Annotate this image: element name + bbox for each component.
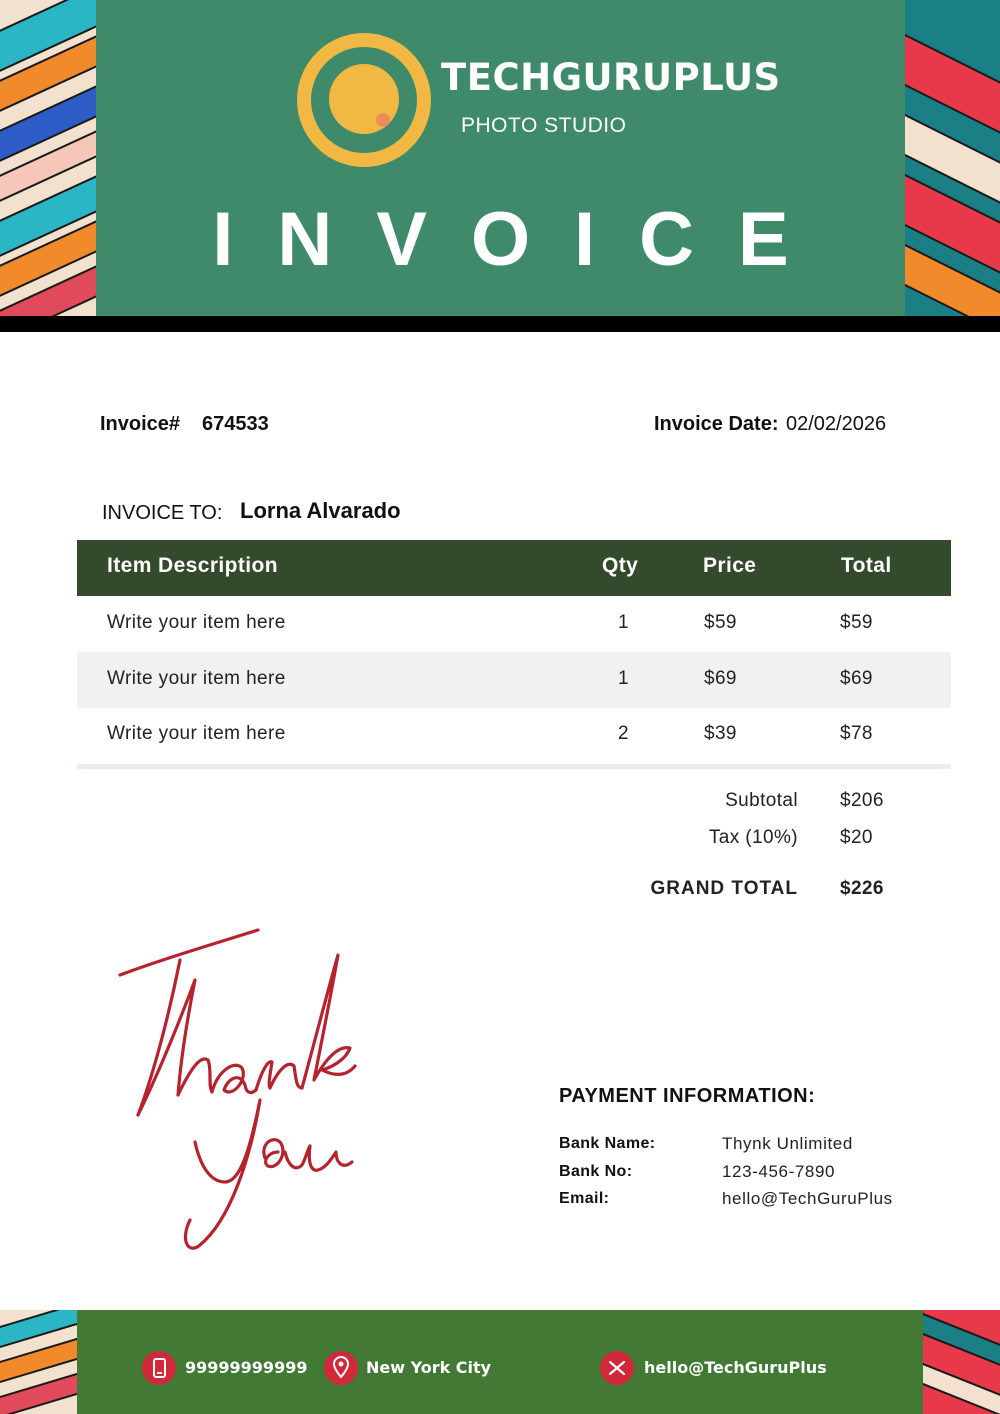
- footer-location: New York City: [366, 1358, 492, 1377]
- item-price: $39: [704, 723, 737, 744]
- invoice-to-name: Lorna Alvarado: [240, 498, 401, 523]
- footer-email[interactable]: hello@TechGuruPlus: [644, 1358, 827, 1377]
- lens-glint: [376, 113, 390, 127]
- item-total: $69: [840, 668, 873, 689]
- decorative-pattern-bottom-right: [923, 1310, 1000, 1414]
- table-row: [77, 652, 951, 708]
- footer-phone[interactable]: 99999999999: [185, 1358, 308, 1377]
- brand-name: TECHGURUPLUS: [441, 56, 781, 99]
- column-header-description: Item Description: [107, 554, 278, 577]
- thank-you-signature: [100, 920, 380, 1260]
- document-title: INVOICE: [212, 197, 833, 282]
- invoice-date: 02/02/2026: [786, 413, 887, 435]
- item-description: Write your item here: [107, 723, 286, 744]
- item-price: $69: [704, 668, 737, 689]
- item-qty: 2: [618, 723, 629, 744]
- column-header-total: Total: [841, 554, 892, 577]
- column-header-qty: Qty: [602, 554, 639, 577]
- subtotal-value: $206: [840, 790, 884, 811]
- decorative-pattern-top-right: [905, 0, 1000, 316]
- location-pin-icon: [324, 1351, 358, 1385]
- mail-icon: [600, 1351, 634, 1385]
- invoice-number-label: Invoice#: [100, 413, 181, 435]
- payment-information-title: PAYMENT INFORMATION:: [559, 1085, 816, 1107]
- brand-tagline: PHOTO STUDIO: [461, 114, 627, 137]
- decorative-pattern-top-left: [0, 0, 96, 316]
- bank-no-value: 123-456-7890: [722, 1162, 836, 1181]
- column-header-price: Price: [703, 554, 757, 577]
- item-description: Write your item here: [107, 612, 286, 633]
- item-qty: 1: [618, 668, 629, 689]
- email-label: Email:: [559, 1190, 610, 1207]
- tax-value: $20: [840, 827, 873, 848]
- grand-total-value: $226: [840, 878, 884, 899]
- table-row: [77, 708, 951, 764]
- item-price: $59: [704, 612, 737, 633]
- invoice-to-label: INVOICE TO:: [102, 502, 223, 524]
- item-qty: 1: [618, 612, 629, 633]
- header-divider: [0, 316, 1000, 332]
- tax-label: Tax (10%): [708, 827, 798, 848]
- item-total: $59: [840, 612, 873, 633]
- table-row: [77, 596, 951, 652]
- bank-no-label: Bank No:: [559, 1163, 633, 1180]
- grand-total-label: GRAND TOTAL: [650, 878, 798, 899]
- subtotal-label: Subtotal: [725, 790, 798, 811]
- invoice-number: 674533: [202, 413, 269, 435]
- item-total: $78: [840, 723, 873, 744]
- item-description: Write your item here: [107, 668, 286, 689]
- bank-name-value: Thynk Unlimited: [722, 1134, 853, 1153]
- email-value: hello@TechGuruPlus: [722, 1189, 893, 1208]
- invoice-date-label: Invoice Date:: [654, 413, 779, 435]
- bank-name-label: Bank Name:: [559, 1135, 656, 1152]
- table-bottom-rule: [77, 764, 951, 769]
- phone-icon: [142, 1351, 176, 1385]
- decorative-pattern-bottom-left: [0, 1310, 77, 1414]
